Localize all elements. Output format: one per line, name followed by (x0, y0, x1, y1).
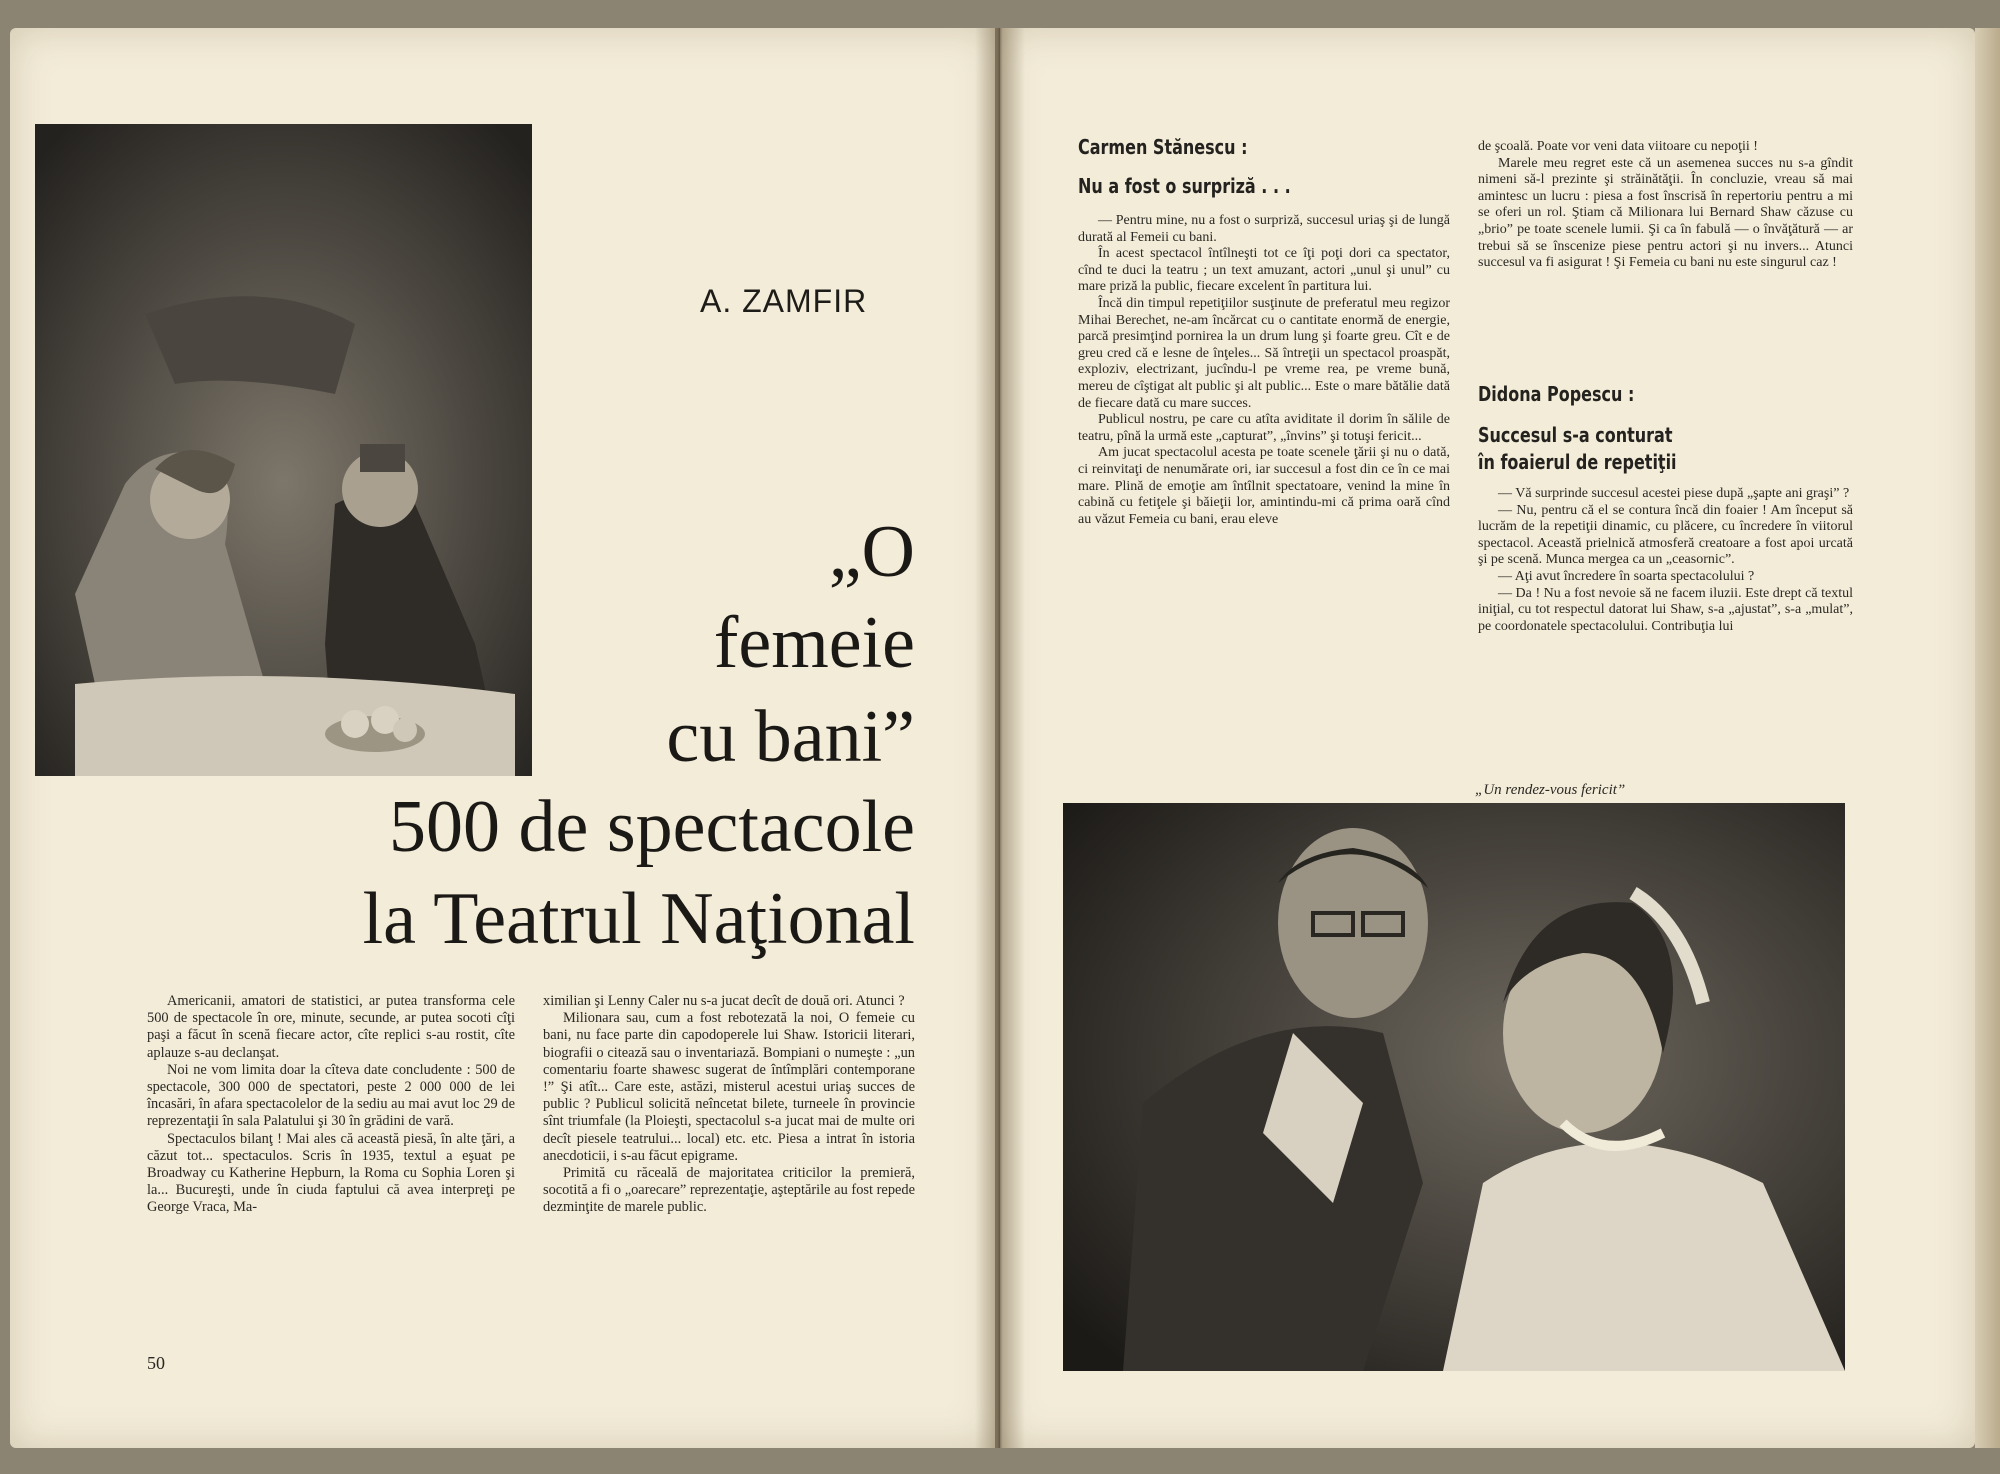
paragraph: — Da ! Nu a fost nevoie să ne facem iluzii. Este drept că textul iniţial, cu tot respectul datorat lui Shaw, s-a „ajustat”, s-a „mulat”, pe coordonatele spectacolului. Contribuţia lui (1478, 585, 1853, 634)
paragraph: ximilian şi Lenny Caler nu s-a jucat decît de două ori. Atunci ? (543, 993, 905, 1009)
page-edges (1975, 28, 2000, 1448)
paragraph: — Vă surprinde succesul acestei piese după „şapte ani graşi” ? (1498, 486, 1850, 501)
section-title-2-line-2: în foaierul de repetiţii (1478, 450, 1677, 474)
interviewee-name-2: Didona Popescu : (1478, 382, 1635, 406)
paragraph: Milionara sau, cum a fost rebotezată la noi, O femeie cu bani, nu face parte din capodoperele lui Shaw. Istoricii literari, biografii o citează sau o inventariază. Bompiani o numeşte : „un comentariu foarte shawesc sugerat de întîmplări contemporane !” Şi atît... Care este, astăzi, misterul acestui uriaş succes de public ? Publicul solicită neîncetat bilete, turneele în provincie sînt triumfale (la Ploieşti, spectacolul s-a jucat mai de multe ori decît piesele teatrului... local) etc. etc. Piesa a intrat în istoria anecdoticii, i s-au făcut epigrame. (543, 1010, 915, 1164)
right-column-1 (1078, 213, 1450, 528)
page-number: 50 (147, 1353, 165, 1373)
photo-caption: „Un rendez-vous fericit” (1475, 782, 1626, 798)
left-column-2 (543, 993, 915, 1217)
right-column-2 (1478, 139, 1853, 272)
title-line-2: femeie (713, 602, 915, 684)
paragraph: Primită cu răceală de majoritatea criticilor la premieră, socotită a fi o „oarecare” reprezentaţie, aşteptările au fost repede dezminţite de marele public. (543, 1165, 915, 1216)
title-line-3: cu bani” (666, 696, 915, 778)
title-line-1: „O (828, 511, 915, 593)
paragraph: Marele meu regret este că un asemenea succes nu s-a gîndit nimeni să-l prezinte şi străinătăţii. În concluzie, vreau să mai amintesc un lucru : piesa a fost înscrisă în repertoriu pentru a mi se oferi un rol. Ştiam că Milionara lui Bernard Shaw căzuse cu „brio” pe toate scenele lumii. Şi ca în fabulă — o învăţătură — ar trebui să se înscenize piese pentru actori şi nu invers... Atunci succesul va fi asigurat ! Şi Femeia cu bani nu este singurul caz ! (1478, 155, 1853, 271)
right-column-2-lower (1478, 486, 1853, 635)
section-title-2-line-1: Succesul s-a conturat (1478, 423, 1673, 447)
page-gutter (975, 28, 1025, 1448)
paragraph: În acest spectacol întîlneşti tot ce îţi poţi dori ca spectator, cînd te duci la teatru ; un text amuzant, actori „unul şi unul” cu mare priză la public, fiecare excelent în partitura lui. (1078, 246, 1450, 295)
left-column-1 (147, 993, 515, 1217)
stage-photo-left-image (35, 124, 532, 776)
paragraph: — Nu, pentru că el se contura încă din foaier ! Am început să lucrăm de la repetiţii dinamic, cu plăcere, cu încredere în viitorul spectacol. Această prielnică atmosferă creatoare a fost apoi urcată şi pe scenă. Munca mergea ca un „ceasornic”. (1478, 502, 1853, 568)
section-title-1: Nu a fost o surpriză . . . (1078, 174, 1291, 198)
paragraph: de şcoală. Poate vor veni data viitoare cu nepoţii ! (1478, 139, 1758, 154)
paragraph: Spectaculos bilanţ ! Mai ales că această piesă, în alte ţări, a căzut tot... spectaculos. Scris în 1935, textul a eşuat pe Broadway cu Katherine Hepburn, la Roma cu Sophia Loren şi la... Bucureşti, unde în ciuda faptului că avea interpreţi pe George Vraca, Ma- (147, 1130, 515, 1216)
title-line-4: 500 de spectacole (389, 786, 915, 868)
article-author: A. ZAMFIR (700, 283, 868, 319)
paragraph: Americanii, amatori de statistici, ar putea transforma cele 500 de spectacole în ore, minute, secunde, ar putea socoti cîţi paşi a făcut în scenă fiecare actor, cîte replici s-au rostit, cîte aplauze s-au declanşat. (147, 993, 515, 1061)
title-line-5: la Teatrul Naţional (362, 878, 915, 960)
paragraph: — Aţi avut încredere în soarta spectacolului ? (1498, 568, 1755, 584)
stage-photo-right (1063, 803, 1845, 1371)
paragraph: Am jucat spectacolul acesta pe toate scenele ţării şi nu o dată, ci reinvitaţi de nenumărate ori, iar succesul a fost din ce în ce mai mare. Plină de emoţie am întîlnit spectatoare, venind la mine în cabină cu fetiţele şi băieţii lor, amintindu-mi că prima oară cînd au văzut Femeia cu bani, erau eleve (1078, 445, 1450, 527)
stage-photo-right-image (1063, 803, 1845, 1371)
paragraph: Noi ne vom limita doar la cîteva date concludente : 500 de spectacole, 300 000 de spectatori, peste 2 000 000 de lei încasări, în afara spectacolelor de la sediu au mai avut loc 29 de reprezentaţii în sala Palatului şi 30 în grădini de vară. (147, 1061, 515, 1130)
stage-photo-left (35, 124, 532, 776)
paragraph: — Pentru mine, nu a fost o surpriză, succesul uriaş şi de lungă durată al Femeii cu bani. (1078, 213, 1450, 245)
interviewee-name-1: Carmen Stănescu : (1078, 135, 1248, 159)
paragraph: Încă din timpul repetiţiilor susţinute de preferatul meu regizor Mihai Berechet, ne-am încărcat cu o cantitate enormă de energie, parcă presimţind pornirea la un drum lung şi foarte greu. Cît e de greu cred că e lesne de înţeles... Să întreţii un spectacol proaspăt, exploziv, electrizant, jucîndu-l pe vreme rea, pe vreme bună, mereu de cîştigat alt public şi alt public... Este o mare bătălie dată de fiecare dată cu mare succes. (1078, 295, 1450, 411)
paragraph: Publicul nostru, pe care cu atîta aviditate il dorim în sălile de teatru, pînă la urmă este „capturat”, „învins” şi totuşi fericit... (1078, 412, 1450, 444)
